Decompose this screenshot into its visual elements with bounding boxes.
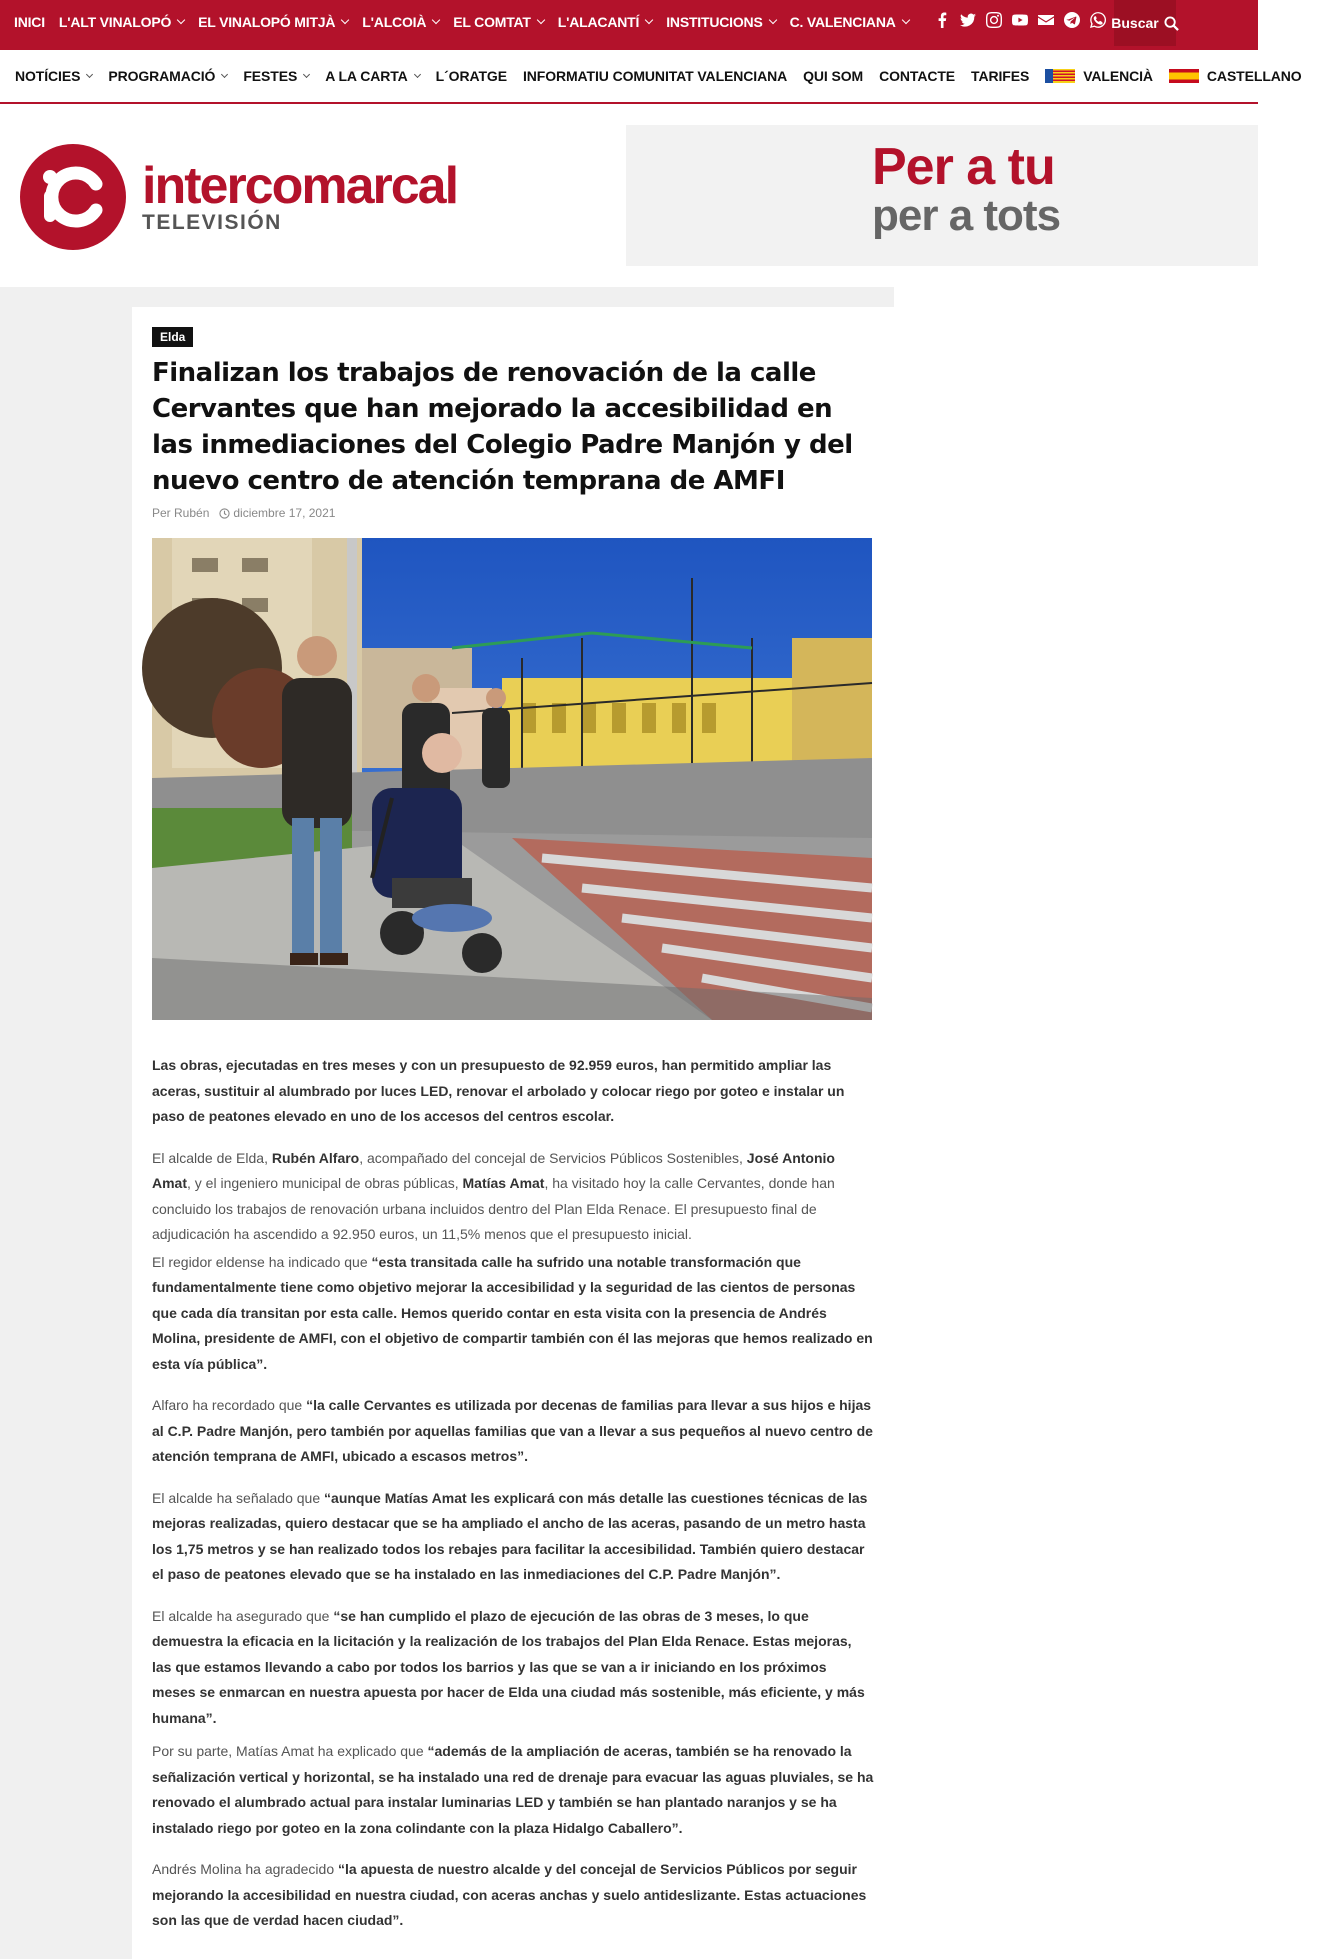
nav-item-qui-som[interactable]: QUI SOM bbox=[803, 68, 864, 84]
article-paragraph: El alcalde ha señalado que “aunque Matías Amat les explicará con más detalle las cuestiones técnicas de las mejoras realizadas, quiero destacar que se ha ampliado el ancho de las aceras, pasando de un metro hasta los 1,75 metros y se han realizado todos los rebajes para facilitar la accesibilidad. También quiero destacar el paso de peatones elevado que se ha instalado en las inmediaciones del C.P. Padre Manjón”. bbox=[152, 1489, 868, 1582]
search-button[interactable]: Buscar bbox=[1114, 0, 1176, 46]
chevron-down-icon bbox=[901, 16, 909, 24]
topnav-item-alt-vinalopo[interactable]: L'ALT VINALOPÓ bbox=[59, 14, 184, 30]
topnav-item-alcoia[interactable]: L'ALCOIÀ bbox=[362, 14, 439, 30]
chevron-down-icon bbox=[86, 70, 93, 77]
brand-subtitle: TELEVISIÓN bbox=[142, 211, 282, 234]
right-sidebar bbox=[894, 287, 1258, 1959]
topnav-item-vinalopo-mitja[interactable]: EL VINALOPÓ MITJÀ bbox=[198, 14, 348, 30]
language-castellano[interactable]: CASTELLANO bbox=[1169, 68, 1302, 84]
youtube-icon[interactable] bbox=[1012, 12, 1028, 28]
topnav-item-comtat[interactable]: EL COMTAT bbox=[453, 14, 544, 30]
nav-item-a-la-carta[interactable]: A LA CARTA bbox=[325, 68, 419, 84]
chevron-down-icon bbox=[221, 70, 228, 77]
article-body bbox=[152, 1053, 874, 1950]
site-logo[interactable] bbox=[20, 144, 457, 250]
telegram-icon[interactable] bbox=[1064, 12, 1080, 28]
nav-item-contacte[interactable]: CONTACTE bbox=[879, 68, 956, 84]
content-top-band bbox=[0, 287, 894, 307]
whatsapp-icon[interactable] bbox=[1090, 12, 1106, 28]
article bbox=[132, 307, 892, 1959]
chevron-down-icon bbox=[768, 16, 776, 24]
article-paragraph: Alfaro ha recordado que “la calle Cervantes es utilizada por decenas de familias para llevar a sus hijos e hijas al C.P. Padre Manjón, pero también por aquellas familias que van a llevar a sus pequeños al nuevo centro de atención temprana de AMFI, ubicado a escasos metros”. bbox=[152, 1397, 873, 1464]
article-meta bbox=[152, 506, 335, 520]
article-hero-image bbox=[152, 538, 872, 1020]
top-nav bbox=[14, 0, 923, 44]
chevron-down-icon bbox=[177, 16, 185, 24]
article-title: Finalizan los trabajos de renovación de la calle Cervantes que han mejorado la accesibilidad en las inmediaciones del Colegio Padre Manjón y del nuevo centro de atención temprana de AMFI bbox=[152, 358, 853, 496]
header-banner[interactable] bbox=[626, 125, 1258, 266]
email-icon[interactable] bbox=[1038, 12, 1054, 28]
banner-line-2: per a tots bbox=[872, 191, 1061, 240]
instagram-icon[interactable] bbox=[986, 12, 1002, 28]
brand-name: intercomarcal bbox=[142, 157, 458, 215]
banner-line-1: Per a tu bbox=[872, 138, 1055, 196]
search-icon bbox=[1164, 16, 1179, 31]
article-date: diciembre 17, 2021 bbox=[233, 506, 336, 520]
secondary-nav bbox=[0, 50, 1302, 104]
topnav-item-c-valenciana[interactable]: C. VALENCIANA bbox=[790, 14, 909, 30]
left-gutter bbox=[0, 287, 132, 1959]
chevron-down-icon bbox=[341, 16, 349, 24]
facebook-icon[interactable] bbox=[934, 12, 950, 28]
language-valencia[interactable]: VALENCIÀ bbox=[1045, 68, 1153, 84]
article-lead: Las obras, ejecutadas en tres meses y con un presupuesto de 92.959 euros, han permitido ampliar las aceras, sustituir al alumbrado por luces LED, renovar el arbolado y colocar riego por goteo e instalar un paso de peatones elevado en uno de los accesos del centros escolar. bbox=[152, 1057, 845, 1124]
chevron-down-icon bbox=[537, 16, 545, 24]
topnav-item-institucions[interactable]: INSTITUCIONS bbox=[666, 14, 775, 30]
category-badge[interactable]: Elda bbox=[152, 327, 193, 347]
article-paragraph: El alcalde ha asegurado que “se han cumplido el plazo de ejecución de las obras de 3 meses, lo que demuestra la eficacia en la licitación y la realización de los trabajos del Plan Elda Renace. Estas mejoras, las que estamos llevando a cabo por todos los barrios y las que se van a ir iniciando en los próximos meses se enmarcan en nuestra apuesta por hacer de Elda una ciudad más sostenible, más eficiente, y más humana”. bbox=[152, 1607, 865, 1726]
street-photo bbox=[152, 538, 872, 1020]
chevron-down-icon bbox=[645, 16, 653, 24]
valencia-flag-icon bbox=[1045, 69, 1075, 83]
nav-item-informatiu[interactable]: INFORMATIU COMUNITAT VALENCIANA bbox=[522, 68, 788, 84]
clock-icon bbox=[219, 508, 230, 519]
article-paragraph: Andrés Molina ha agradecido “la apuesta de nuestro alcalde y del concejal de Servicios Públicos por seguir mejorando la accesibilidad en nuestra ciudad, con aceras anchas y suelo antideslizante. Estas actuaciones son las que de verdad hacen ciudad”. bbox=[152, 1861, 867, 1928]
chevron-down-icon bbox=[303, 70, 310, 77]
top-bar bbox=[0, 0, 1258, 50]
nav-item-festes[interactable]: FESTES bbox=[243, 68, 309, 84]
article-paragraph: Por su parte, Matías Amat ha explicado que “además de la ampliación de aceras, también se ha renovado la señalización vertical y horizontal, se ha instalado una red de drenaje para evacuar las aguas pluviales, se ha renovado el alumbrado actual para instalar luminarias LED y también se han plantado naranjos y se ha instalado riego por goteo en la zona colindante con la plaza Hidalgo Caballero”. bbox=[152, 1743, 874, 1836]
article-paragraph: El alcalde de Elda, Rubén Alfaro, acompañado del concejal de Servicios Públicos Sostenibles, José Antonio Amat, y el ingeniero municipal de obras públicas, Matías Amat, ha visitado hoy la calle Cervantes, donde han concluido los trabajos de renovación urbana incluidos dentro del Plan Elda Renace. El presupuesto final de adjudicación ha ascendido a 92.950 euros, un 11,5% menos que el presupuesto inicial. bbox=[152, 1149, 835, 1242]
nav-item-oratge[interactable]: L´ORATGE bbox=[435, 68, 507, 84]
twitter-icon[interactable] bbox=[960, 12, 976, 28]
chevron-down-icon bbox=[432, 16, 440, 24]
topnav-item-alacanti[interactable]: L'ALACANTÍ bbox=[558, 14, 652, 30]
nav-item-tarifes[interactable]: TARIFES bbox=[971, 68, 1030, 84]
social-links bbox=[934, 12, 1116, 28]
spain-flag-icon bbox=[1169, 69, 1199, 83]
nav-item-noticies[interactable]: NOTÍCIES bbox=[15, 68, 92, 84]
article-paragraph: El regidor eldense ha indicado que “esta transitada calle ha sufrido una notable transformación que fundamentalmente tiene como objetivo mejorar la accesibilidad y la seguridad de las cientos de personas que cada día transitan por esta calle. Hemos querido contar en esta visita con la presencia de Andrés Molina, presidente de AMFI, con el objetivo de compartir también con él las mejoras que hemos realizado en esta vía pública”. bbox=[152, 1253, 873, 1372]
chevron-down-icon bbox=[414, 70, 421, 77]
nav-item-programacio[interactable]: PROGRAMACIÓ bbox=[108, 68, 227, 84]
article-author[interactable]: Per Rubén bbox=[152, 506, 210, 520]
topnav-item-inici[interactable]: INICI bbox=[14, 14, 45, 30]
intercomarcal-logo-icon bbox=[20, 144, 126, 250]
